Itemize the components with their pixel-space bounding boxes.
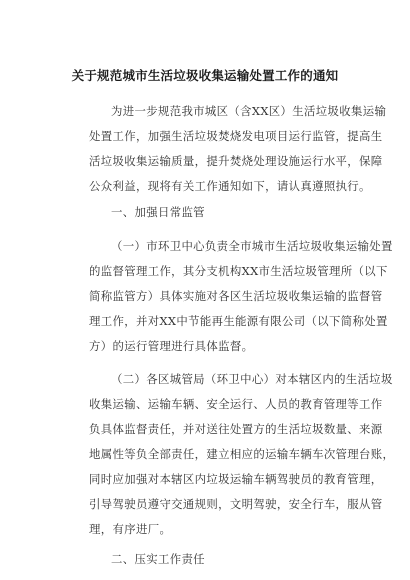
- body-line: 理，有序进厂。: [89, 522, 172, 536]
- body-line: 公众利益，现将有关工作通知如下，请认真遵照执行。: [89, 179, 371, 193]
- section-heading: 一、加强日常监管: [111, 205, 205, 219]
- body-line: 同时应加强对本辖区内垃圾运输车辆驾驶员的教育管理，: [89, 472, 383, 486]
- body-line: 方）的运行管理进行具体监督。: [89, 339, 254, 353]
- body-line: （二）各区城管局（环卫中心）对本辖区内的生活垃圾: [111, 372, 393, 386]
- document-title: 关于规范城市生活垃圾收集运输处置工作的通知: [71, 68, 339, 83]
- body-line: 处置工作，加强生活垃圾焚烧发电项目运行监管，提高生: [89, 129, 383, 143]
- body-line: 收集运输、运输车辆、安全运行、人员的教育管理等工作: [89, 397, 383, 411]
- body-line: 为进一步规范我市城区（含XX区）生活垃圾收集运输: [111, 104, 387, 118]
- body-line: 地属性等负全部责任，建立相应的运输车辆车次管理台账，: [89, 447, 395, 461]
- body-line: 理工作，并对XX中节能再生能源有限公司（以下简称处置: [89, 314, 388, 328]
- section-heading: 二、压实工作责任: [111, 552, 205, 566]
- body-line: （一）市环卫中心负责全市城市生活垃圾收集运输处置: [111, 239, 393, 253]
- body-line: 简称监管方）具体实施对各区生活垃圾收集运输的监督管: [89, 289, 383, 303]
- body-line: 活垃圾收集运输质量，提升焚烧处理设施运行水平，保障: [89, 154, 383, 168]
- body-line: 负具体监督责任，并对送往处置方的生活垃圾数量、来源: [89, 422, 383, 436]
- body-line: 的监督管理工作，其分支机构XX市生活垃圾管理所（以下: [89, 264, 388, 278]
- body-line: 引导驾驶员遵守交通规则，文明驾驶，安全行车，服从管: [89, 497, 383, 511]
